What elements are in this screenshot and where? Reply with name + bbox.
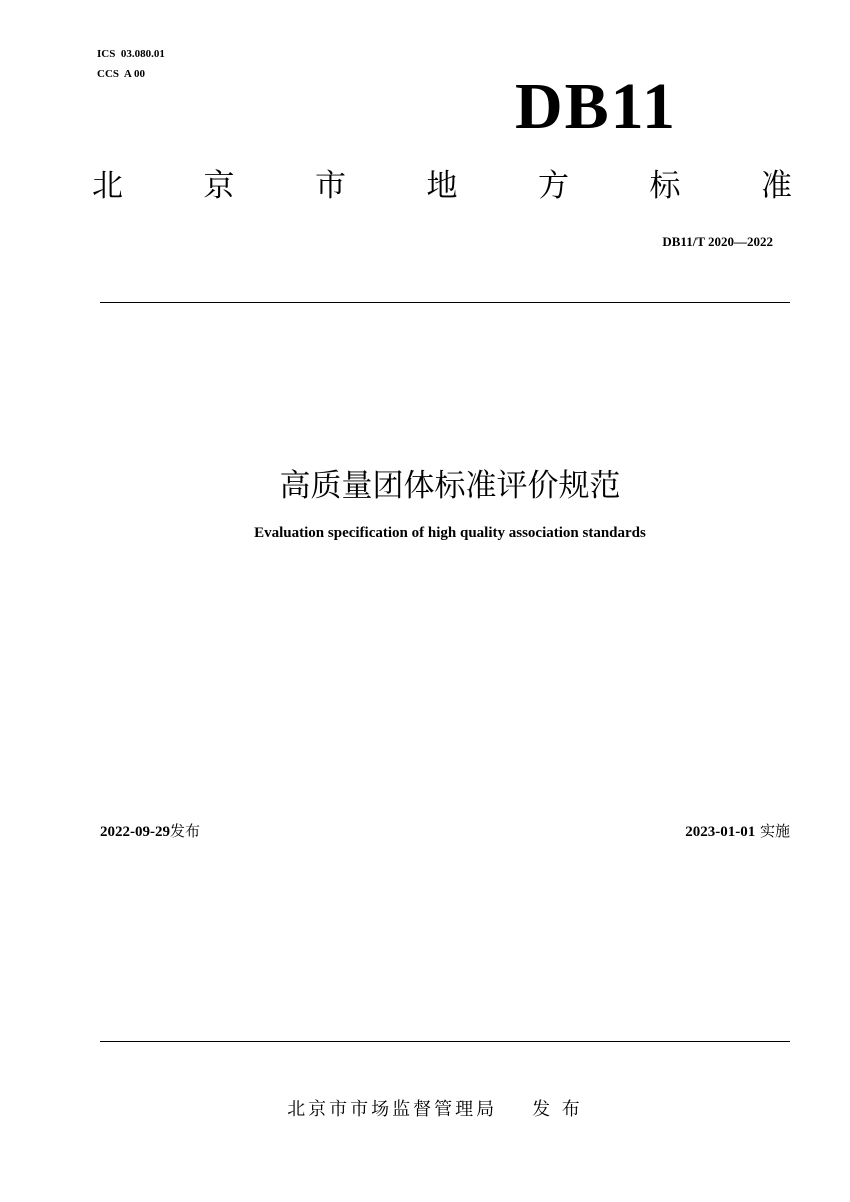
title-chinese: 高质量团体标准评价规范 [279,468,621,504]
title-english: Evaluation specification of high quality association standards [254,525,646,541]
db-code: DB11 [515,70,678,143]
issue-label: 发布 [170,822,201,840]
standard-type-char: 北 [92,168,123,204]
standard-type-char: 京 [203,168,235,204]
ccs-code: CCS A 00 [97,68,145,80]
standard-type-char: 地 [426,168,458,204]
ics-code: ICS 03.080.01 [97,48,165,60]
top-divider [100,302,790,303]
publisher-line [0,1096,850,1124]
implement-date: 2023-01-01 [685,824,756,840]
implement-line [685,820,790,843]
standard-number: DB11/T 2020—2022 [662,234,773,249]
standard-type [92,164,792,208]
issue-line [100,820,200,843]
standard-type-char: 方 [538,168,569,204]
implement-label: 实施 [759,822,790,840]
standard-type-char: 市 [315,168,346,204]
issue-date: 2022-09-29 [100,824,170,840]
standard-type-char: 标 [649,168,681,204]
classification-codes [97,44,165,84]
standard-type-char: 准 [761,168,792,204]
bottom-divider [100,1041,790,1042]
publisher-name: 北京市市场监督管理局 [287,1099,498,1120]
publish-label: 发 布 [532,1099,583,1120]
